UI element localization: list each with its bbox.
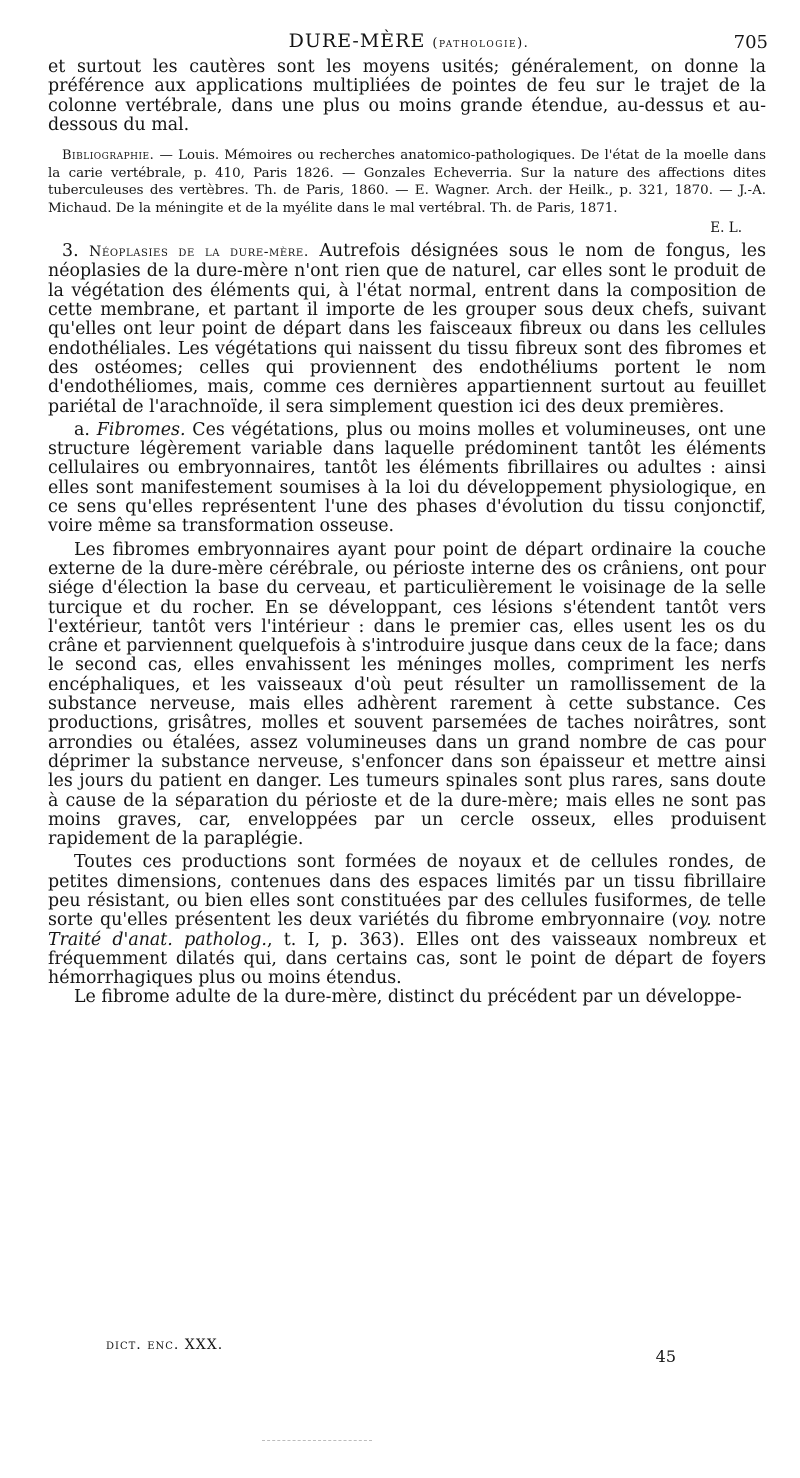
- section-number: 3.: [62, 241, 79, 262]
- section-title: Néoplasies de la dure-mère.: [89, 244, 309, 261]
- section-text: Autrefois désignées sous le nom de fongus, les néoplasies de la dure-mère n'ont rien que de naturel, car elles sont le produit de la végétation des éléments qui, à l'état normal, entrent dans la composition de cette membrane, et partant il importe de les grouper sous deux chefs, suivant qu'elles ont leur point de départ dans les faisceaux fibreux ou dans les cellules endothéliales. Les végétations qui naissent du tissu fibreux sont des fibromes et des ostéomes; celles qui proviennent des endothéliums portent le nom d'endothéliomes, mais, comme ces dernières appartiennent surtout au feuillet pariétal de l'arachnoïde, il sera simplement question ici des deux premières.: [48, 241, 767, 417]
- decorative-rule: [262, 1440, 372, 1441]
- signature-mark: dict. enc. XXX.: [106, 1337, 224, 1353]
- bibliography-label: Bibliographie.: [62, 148, 155, 164]
- subsection-title: Fibromes.: [96, 419, 186, 440]
- paragraph-continuation: et surtout les cautères sont les moyens usités; généralement, on donne la préférence aux applications multipliées de pointes de feu sur le trajet de la colonne vertébrale, dans une plus ou moins grande étendue, au-dessus et au-dessous du mal.: [48, 57, 766, 135]
- paragraph-fibrome-adulte: Le fibrome adulte de la dure-mère, distinct du précédent par un développe-: [74, 987, 742, 1008]
- sheet-number: 45: [655, 1347, 676, 1366]
- subsection-label: a.: [74, 419, 90, 440]
- section-neoplasies: [48, 242, 766, 417]
- body-text: [48, 58, 766, 1008]
- page-number: 705: [733, 32, 768, 53]
- running-title: [48, 30, 770, 52]
- subsection-text: Ces végétations, plus ou moins molles et volumineuses, ont une structure légèrement variable dans laquelle prédominent tantôt les éléments cellulaires ou embryonnaires, tantôt les éléments fibrillaires ou adultes : ainsi elles sont manifestement soumises à la loi du développement physiologique, en ce sens qu'elles représentent l'une des phases d'évolution du tissu conjonctif, voire même sa transformation osseuse.: [48, 419, 767, 537]
- bibliography: [48, 147, 766, 217]
- author-signature: E. L.: [710, 220, 742, 237]
- paragraph-productions-text-2: notre: [711, 910, 766, 931]
- paragraph-productions-text-1: Toutes ces productions sont formées de noyaux et de cellules rondes, de petites dimensions, contenues dans des espaces limités par un tissu fibrillaire peu résistant, ou bien elles sont constituées par des cellules fusiformes, de telle sorte qu'elles présentent les deux variétés du fibrome embryonnaire (: [48, 852, 766, 931]
- running-title-sub: (pathologie).: [432, 36, 530, 51]
- paragraph-productions-text-3: , t. I, p. 363). Elles ont des vaisseaux nombreux et fréquemment dilatés qui, dans certains cas, sont le point de départ de foyers hémorrhagiques plus ou moins étendus.: [48, 929, 766, 989]
- running-title-main: DURE-MÈRE: [288, 30, 426, 52]
- page-header: [48, 30, 770, 60]
- paragraph-embryonnaires: Les fibromes embryonnaires ayant pour point de départ ordinaire la couche externe de la dure-mère cérébrale, ou périoste interne des os crâniens, ont pour siége d'élection la base du cerveau, et particulièrement le voisinage de la selle turcique et du rocher. En se développant, ces lésions s'étendent tantôt vers l'extérieur, tantôt vers l'intérieur : dans le premier cas, elles usent les os du crâne et parviennent quelquefois à s'introduire jusque dans ceux de la face; dans le second cas, elles envahissent les méninges molles, compriment les nerfs encéphaliques, et les vaisseaux d'où peut résulter un ramollissement de la substance nerveuse, mais elles adhèrent rarement à cette substance. Ces productions, grisâtres, molles et souvent parsemées de taches noirâtres, sont arrondies ou étalées, assez volumineuses dans un grand nombre de cas pour déprimer la substance nerveuse, s'enfoncer dans son épaisseur et mettre ainsi les jours du patient en danger. Les tumeurs spinales sont plus rares, sans doute à cause de la séparation du périoste et de la dure-mère; mais elles ne sont pas moins graves, car, enveloppées par un cercle osseux, elles produisent rapidement de la paraplégie.: [48, 539, 766, 850]
- page-footer: [106, 1337, 676, 1367]
- paragraph-productions: [48, 853, 766, 988]
- bibliography-text: — Louis. Mémoires ou recherches anatomico-pathologiques. De l'état de la moelle dans la carie vertébrale, p. 410, Paris 1826. — Gonzales Echeverria. Sur la nature des affections dites tuberculeuses des vertèbres. Th. de Paris, 1860. — E. Wagner. Arch. der Heilk., p. 321, 1870. — J.-A. Michaud. De la méningite et de la myélite dans le mal vertébral. Th. de Paris, 1871.: [48, 148, 766, 216]
- subsection-fibromes: [48, 421, 766, 537]
- reference-traite: Traité d'anat. patholog.: [48, 929, 267, 950]
- reference-voy: voy.: [678, 910, 712, 931]
